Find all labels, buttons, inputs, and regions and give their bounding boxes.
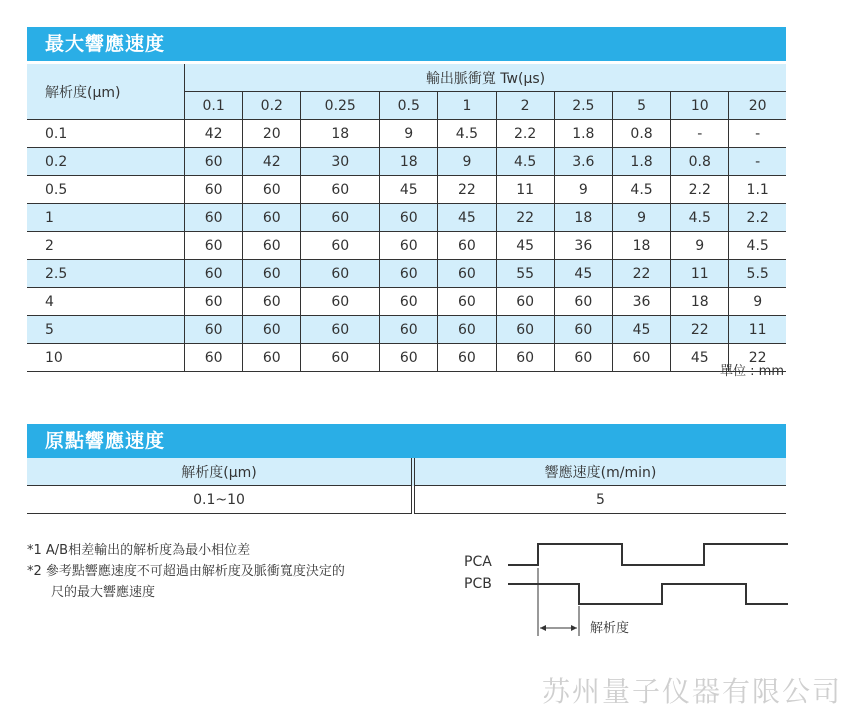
resolution-label: 解析度 (590, 621, 630, 636)
footnotes (27, 540, 345, 603)
origin-response-speed-table (27, 458, 786, 514)
resolution-cell: 10 (45, 349, 63, 366)
speed-cell: 30 (301, 148, 380, 176)
pulse-width-col-8: 10 (671, 92, 729, 120)
speed-cell: 42 (243, 148, 301, 176)
speed-cell: 60 (380, 316, 438, 344)
speed-cell: 60 (438, 260, 496, 288)
speed-cell: 45 (671, 344, 729, 372)
speed-cell: 60 (301, 344, 380, 372)
speed-cell: 60 (301, 232, 380, 260)
note-2: *2 參考點響應速度不可超過由解析度及脈衝寬度決定的 (27, 564, 345, 579)
speed-cell: 60 (301, 176, 380, 204)
speed-cell: 1.8 (554, 120, 612, 148)
response-speed-value: 5 (413, 486, 786, 514)
table-row (27, 120, 786, 148)
speed-cell: 11 (729, 316, 786, 344)
speed-cell: 60 (380, 232, 438, 260)
resolution-cell: 2 (45, 237, 54, 254)
speed-cell: 60 (301, 316, 380, 344)
resolution-value: 0.1~10 (27, 486, 413, 514)
resolution-col-header: 解析度(μm) (27, 458, 413, 486)
speed-cell: 60 (554, 344, 612, 372)
speed-cell: 45 (380, 176, 438, 204)
speed-cell: 60 (554, 316, 612, 344)
speed-cell: 60 (185, 316, 243, 344)
speed-cell: 0.8 (612, 120, 670, 148)
speed-cell: 60 (243, 232, 301, 260)
speed-cell: 45 (612, 316, 670, 344)
speed-cell: 1.8 (612, 148, 670, 176)
company-watermark: 苏州量子仪器有限公司 (541, 675, 842, 708)
speed-cell: 60 (243, 176, 301, 204)
resolution-cell: 0.2 (27, 148, 185, 176)
pulse-width-col-9: 20 (729, 92, 786, 120)
speed-cell: 60 (301, 260, 380, 288)
pca-waveform (508, 544, 788, 565)
speed-cell: 60 (301, 288, 380, 316)
speed-cell: 60 (438, 288, 496, 316)
pulse-width-col-6: 2.5 (554, 92, 612, 120)
speed-cell: 36 (612, 288, 670, 316)
speed-cell: 60 (185, 260, 243, 288)
speed-cell: 22 (438, 176, 496, 204)
speed-cell: 60 (438, 344, 496, 372)
speed-cell: 60 (380, 260, 438, 288)
speed-cell: 9 (380, 120, 438, 148)
speed-cell: 55 (496, 260, 554, 288)
pca-label: PCA (464, 554, 492, 570)
speed-cell: 60 (380, 288, 438, 316)
table-row (27, 176, 786, 204)
pulse-width-header: 輸出脈衝寬 Tw(μs) (185, 64, 787, 92)
table-row (27, 148, 786, 176)
speed-cell: 20 (243, 120, 301, 148)
speed-cell: 60 (185, 204, 243, 232)
pulse-width-col-0: 0.1 (185, 92, 243, 120)
speed-cell: 45 (496, 232, 554, 260)
speed-cell: 2.2 (496, 120, 554, 148)
speed-cell: 9 (671, 232, 729, 260)
resolution-arrow-left-head (540, 625, 546, 631)
speed-cell: 18 (612, 232, 670, 260)
speed-cell: 1.1 (729, 176, 786, 204)
speed-cell: 4.5 (496, 148, 554, 176)
resolution-cell: 4 (45, 293, 54, 310)
speed-cell: 60 (185, 288, 243, 316)
speed-cell: 9 (729, 288, 786, 316)
resolution-cell: 5 (27, 316, 185, 344)
speed-cell: 60 (496, 316, 554, 344)
speed-cell: 45 (438, 204, 496, 232)
speed-cell: 60 (554, 288, 612, 316)
resolution-cell: 0.5 (45, 181, 68, 198)
speed-cell: 18 (554, 204, 612, 232)
speed-cell: 18 (671, 288, 729, 316)
resolution-cell: 1 (27, 204, 185, 232)
resolution-cell: 0.1 (45, 125, 68, 142)
note-1: *1 A/B相差輸出的解析度為最小相位差 (27, 543, 251, 558)
speed-cell: 60 (496, 288, 554, 316)
speed-cell: 60 (185, 344, 243, 372)
speed-cell: 60 (243, 344, 301, 372)
speed-cell: - (729, 148, 786, 176)
speed-cell: 60 (380, 344, 438, 372)
speed-cell: 60 (243, 260, 301, 288)
speed-cell: 42 (185, 120, 243, 148)
pulse-width-col-1: 0.2 (243, 92, 301, 120)
speed-cell: 11 (671, 260, 729, 288)
speed-cell: 60 (243, 316, 301, 344)
speed-cell: 60 (185, 232, 243, 260)
table-row (27, 288, 786, 316)
max-response-speed-table (27, 64, 786, 372)
timing-diagram (458, 538, 798, 648)
speed-cell: 22 (729, 344, 786, 372)
origin-response-speed-title: 原點響應速度 (27, 424, 786, 458)
speed-cell: 45 (554, 260, 612, 288)
pulse-width-col-3: 0.5 (380, 92, 438, 120)
table-row (27, 316, 786, 344)
response-speed-col-header: 響應速度(m/min) (413, 458, 786, 486)
resolution-arrow-right-head (571, 625, 577, 631)
speed-cell: 60 (243, 288, 301, 316)
speed-cell: 9 (438, 148, 496, 176)
speed-cell: - (671, 120, 729, 148)
speed-cell: 60 (438, 232, 496, 260)
speed-cell: 2.2 (671, 176, 729, 204)
unit-label: 單位 : mm (720, 364, 784, 379)
speed-cell: 22 (612, 260, 670, 288)
max-response-speed-title: 最大響應速度 (27, 27, 786, 61)
speed-cell: 60 (496, 344, 554, 372)
speed-cell: 60 (380, 204, 438, 232)
table-row (27, 204, 786, 232)
pcb-label: PCB (464, 576, 492, 592)
speed-cell: 0.8 (671, 148, 729, 176)
speed-cell: - (729, 120, 786, 148)
pulse-width-col-5: 2 (496, 92, 554, 120)
speed-cell: 22 (496, 204, 554, 232)
speed-cell: 11 (496, 176, 554, 204)
speed-cell: 9 (554, 176, 612, 204)
speed-cell: 60 (185, 148, 243, 176)
speed-cell: 4.5 (438, 120, 496, 148)
speed-cell: 9 (612, 204, 670, 232)
pcb-waveform (508, 584, 788, 604)
pulse-width-col-4: 1 (438, 92, 496, 120)
resolution-cell: 2.5 (27, 260, 185, 288)
speed-cell: 18 (301, 120, 380, 148)
speed-cell: 22 (671, 316, 729, 344)
note-2-continued: 尺的最大響應速度 (51, 585, 156, 600)
speed-cell: 4.5 (729, 232, 786, 260)
speed-cell: 60 (243, 204, 301, 232)
speed-cell: 36 (554, 232, 612, 260)
speed-cell: 4.5 (612, 176, 670, 204)
speed-cell: 4.5 (671, 204, 729, 232)
speed-cell: 60 (185, 176, 243, 204)
resolution-header: 解析度(μm) (27, 64, 185, 120)
speed-cell: 3.6 (554, 148, 612, 176)
pulse-width-col-2: 0.25 (301, 92, 380, 120)
table-row (27, 344, 786, 372)
speed-cell: 2.2 (729, 204, 786, 232)
table-row (27, 260, 786, 288)
speed-cell: 5.5 (729, 260, 786, 288)
speed-cell: 60 (438, 316, 496, 344)
speed-cell: 60 (301, 204, 380, 232)
speed-cell: 60 (612, 344, 670, 372)
table-row (27, 232, 786, 260)
speed-cell: 18 (380, 148, 438, 176)
pulse-width-col-7: 5 (612, 92, 670, 120)
